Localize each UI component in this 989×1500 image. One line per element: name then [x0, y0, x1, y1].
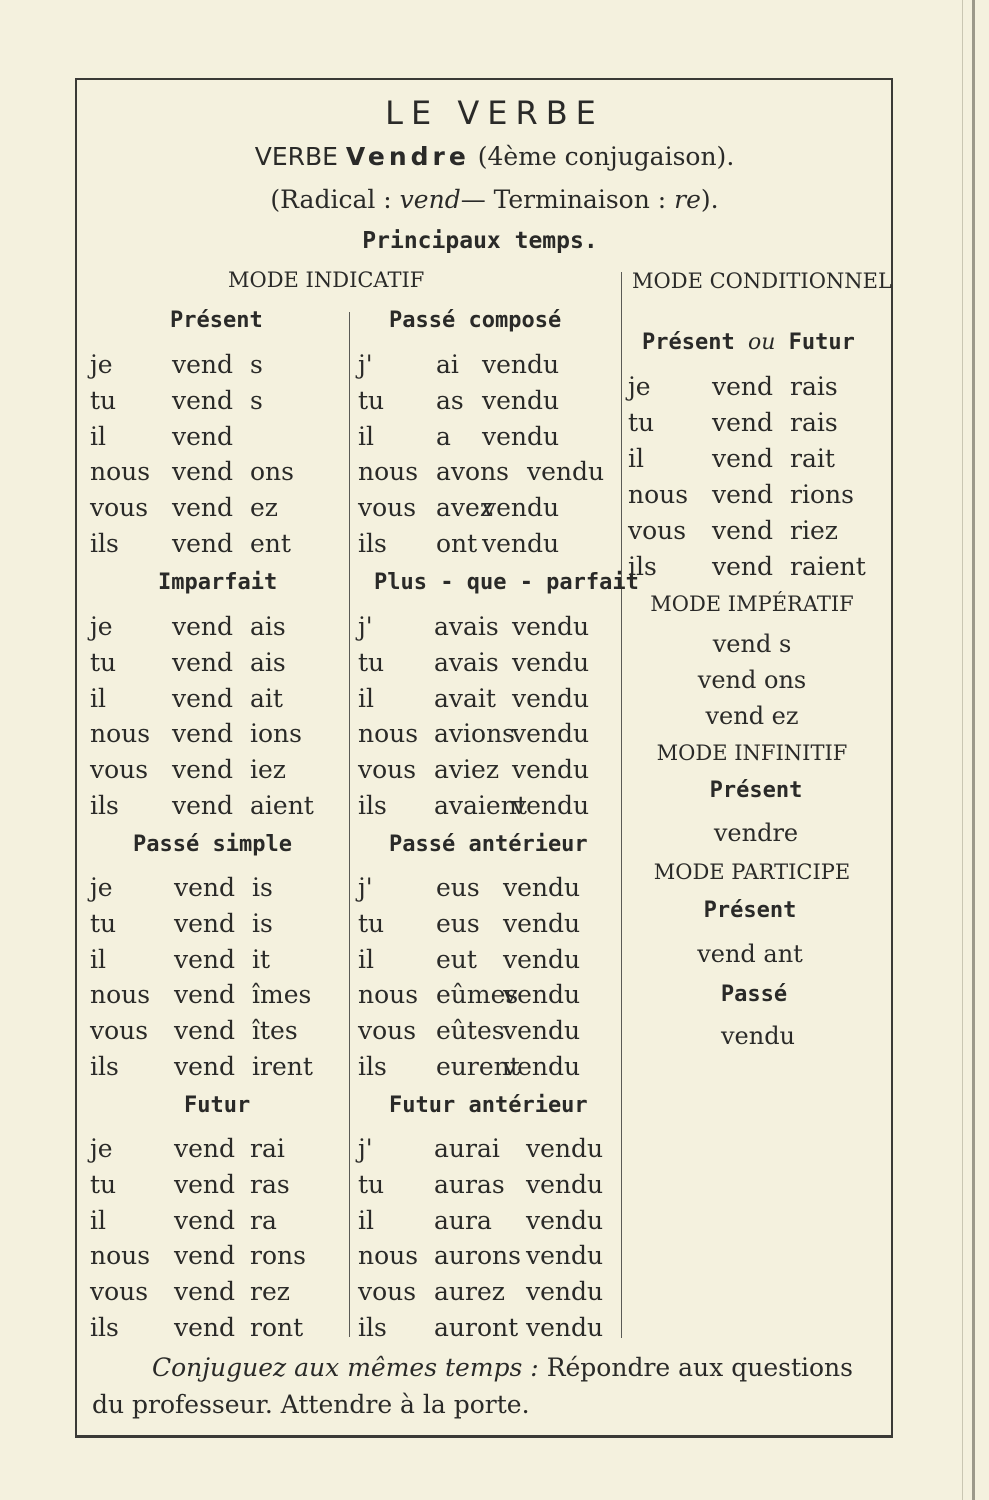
present-ending: ent — [250, 529, 291, 558]
conditionnel-stem: vend — [712, 372, 774, 401]
footer-line-1 — [152, 1353, 853, 1382]
conditionnel-pronoun: ils — [628, 552, 657, 581]
conditionnel-stem: vend — [712, 480, 774, 509]
futur-ending: rez — [250, 1277, 290, 1307]
imparfait-stem: vend — [172, 612, 234, 641]
conjugation-group: (4ème conjugaison). — [477, 142, 735, 171]
column-separator-right — [621, 272, 622, 1338]
footer-line-2: du professeur. Attendre à la porte. — [92, 1390, 530, 1419]
present-pronoun: ils — [90, 529, 119, 558]
futur-anterieur-pronoun: il — [358, 1205, 374, 1235]
imperatif-form-3: vend ez — [705, 702, 799, 730]
present-stem: vend — [172, 350, 234, 379]
passe-anterieur-pronoun: vous — [358, 1016, 417, 1046]
verb-heading — [0, 142, 989, 171]
futur-anterieur-pronoun: vous — [358, 1277, 417, 1307]
radical-close: ). — [700, 185, 719, 214]
verb-name: Vendre — [345, 142, 470, 171]
passe-compose-pronoun: nous — [358, 457, 419, 487]
present-stem: vend — [172, 529, 234, 558]
mode-imperatif-label: MODE IMPÉRATIF — [650, 592, 854, 616]
futur-anterieur-ending: vendu — [526, 1134, 604, 1163]
passe-simple-stem: vend — [174, 1016, 236, 1046]
present-stem: vend — [172, 457, 234, 487]
terminaison-value: re — [674, 185, 701, 214]
passe-compose-stem: ont — [436, 529, 478, 558]
futur-ending: ront — [250, 1313, 304, 1342]
futur-anterieur-stem: auront — [434, 1313, 519, 1342]
futur-anterieur-pronoun: j' — [358, 1134, 373, 1163]
passe-anterieur-stem: eut — [436, 944, 477, 974]
futur-anterieur-ending: vendu — [526, 1169, 604, 1199]
imperatif-form-2: vend ons — [697, 666, 807, 694]
futur-pronoun: nous — [90, 1241, 151, 1271]
plus-que-parfait-stem: avions — [434, 719, 516, 749]
passe-anterieur-stem: eûtes — [436, 1016, 505, 1046]
imparfait-pronoun: il — [90, 683, 106, 713]
imperatif-form-1: vend s — [712, 630, 792, 658]
principaux-temps-heading: Principaux temps. — [362, 228, 598, 254]
passe-anterieur-ending: vendu — [503, 980, 581, 1010]
futur-stem: vend — [174, 1277, 236, 1307]
futur-stem: vend — [174, 1205, 236, 1235]
passe-simple-pronoun: je — [90, 873, 113, 902]
mode-conditionnel-label: MODE CONDITIONNEL — [632, 269, 892, 293]
present-stem: vend — [172, 493, 234, 523]
imparfait-ending: ait — [250, 683, 283, 713]
mode-indicatif-label: MODE INDICATIF — [228, 268, 425, 292]
plus-que-parfait-pronoun: nous — [358, 719, 419, 749]
passe-compose-pronoun: il — [358, 421, 374, 451]
passe-anterieur-ending: vendu — [503, 1016, 581, 1046]
imparfait-ending: ais — [250, 612, 286, 641]
futur-pronoun: il — [90, 1205, 106, 1235]
futur-anterieur-ending: vendu — [526, 1277, 604, 1307]
futur-pronoun: vous — [90, 1277, 149, 1307]
present-pronoun: vous — [90, 493, 149, 523]
passe-anterieur-ending: vendu — [503, 944, 581, 974]
mode-participe-label: MODE PARTICIPE — [653, 860, 851, 884]
passe-simple-ending: îtes — [252, 1016, 298, 1046]
conditionnel-or: ou — [747, 330, 776, 355]
present-stem: vend — [172, 421, 234, 451]
conditionnel-futur: Futur — [788, 330, 855, 355]
futur-ending: rons — [250, 1241, 306, 1271]
present-ending: ons — [250, 457, 294, 487]
conditionnel-pronoun: nous — [628, 480, 689, 509]
plus-que-parfait-pronoun: il — [358, 683, 374, 713]
column-separator-left — [349, 312, 350, 1337]
futur-heading: Futur — [184, 1093, 251, 1118]
conditionnel-pronoun: vous — [628, 516, 687, 545]
passe-anterieur-pronoun: il — [358, 944, 374, 974]
futur-stem: vend — [174, 1134, 236, 1163]
futur-pronoun: je — [90, 1134, 113, 1163]
passe-simple-ending: is — [252, 873, 273, 902]
passe-compose-stem: a — [436, 421, 451, 451]
imparfait-stem: vend — [172, 719, 234, 749]
futur-anterieur-pronoun: tu — [358, 1169, 385, 1199]
passe-anterieur-ending: vendu — [503, 873, 581, 902]
passe-simple-ending: is — [252, 908, 273, 938]
futur-anterieur-ending: vendu — [526, 1205, 604, 1235]
passe-simple-pronoun: il — [90, 944, 106, 974]
futur-anterieur-ending: vendu — [526, 1313, 604, 1342]
page-edge — [972, 0, 975, 1500]
plus-que-parfait-ending: vendu — [512, 791, 590, 820]
passe-anterieur-ending: vendu — [503, 908, 581, 938]
passe-anterieur-heading: Passé antérieur — [389, 832, 588, 857]
present-ending: ez — [250, 493, 278, 523]
passe-simple-pronoun: vous — [90, 1016, 149, 1046]
passe-simple-pronoun: ils — [90, 1052, 119, 1081]
futur-ending: rai — [250, 1134, 285, 1163]
passe-anterieur-pronoun: nous — [358, 980, 419, 1010]
footer-text-1: Répondre aux questions — [546, 1353, 853, 1382]
present-stem: vend — [172, 385, 234, 415]
plus-que-parfait-pronoun: vous — [358, 755, 417, 785]
imparfait-ending: aient — [250, 791, 314, 820]
plus-que-parfait-stem: aviez — [434, 755, 499, 785]
present-heading: Présent — [170, 308, 263, 333]
present-pronoun: je — [90, 350, 113, 379]
passe-simple-stem: vend — [174, 980, 236, 1010]
imparfait-stem: vend — [172, 791, 234, 820]
plus-que-parfait-stem: avaient — [434, 791, 527, 820]
verbe-label: VERBE — [254, 142, 338, 171]
passe-compose-ending: vendu — [482, 421, 560, 451]
plus-que-parfait-ending: vendu — [512, 647, 590, 677]
imparfait-ending: ions — [250, 719, 302, 749]
imparfait-ending: iez — [250, 755, 286, 785]
present-pronoun: tu — [90, 385, 117, 415]
present-pronoun: il — [90, 421, 106, 451]
page-edge-shadow — [962, 0, 963, 1500]
passe-compose-heading: Passé composé — [389, 308, 562, 333]
futur-anterieur-heading: Futur antérieur — [389, 1093, 588, 1118]
passe-compose-stem: avez — [436, 493, 493, 523]
passe-compose-ending: vendu — [527, 457, 605, 487]
passe-simple-ending: irent — [252, 1052, 313, 1081]
futur-pronoun: tu — [90, 1169, 117, 1199]
passe-compose-ending: vendu — [482, 350, 560, 379]
imparfait-stem: vend — [172, 647, 234, 677]
conditionnel-ending: riez — [790, 516, 838, 545]
imparfait-ending: ais — [250, 647, 286, 677]
page-title: LE VERBE — [385, 94, 604, 132]
radical-value: vend — [399, 185, 461, 214]
terminaison-label: — Terminaison : — [460, 185, 667, 214]
passe-compose-stem: as — [436, 385, 464, 415]
conditionnel-pronoun: il — [628, 444, 644, 473]
futur-anterieur-stem: aura — [434, 1205, 492, 1235]
plus-que-parfait-heading: Plus - que - parfait — [374, 570, 639, 595]
imparfait-pronoun: ils — [90, 791, 119, 820]
futur-anterieur-stem: aurez — [434, 1277, 505, 1307]
passe-compose-pronoun: ils — [358, 529, 387, 558]
passe-anterieur-stem: eurent — [436, 1052, 520, 1081]
radical-prefix: (Radical : — [270, 185, 392, 214]
passe-compose-ending: vendu — [482, 529, 560, 558]
imparfait-stem: vend — [172, 683, 234, 713]
conditionnel-ending: rais — [790, 408, 838, 437]
imparfait-pronoun: nous — [90, 719, 151, 749]
plus-que-parfait-stem: avais — [434, 647, 499, 677]
futur-stem: vend — [174, 1241, 236, 1271]
futur-pronoun: ils — [90, 1313, 119, 1342]
passe-simple-ending: it — [252, 944, 271, 974]
present-ending: s — [250, 385, 263, 415]
futur-stem: vend — [174, 1169, 236, 1199]
futur-anterieur-stem: aurons — [434, 1241, 521, 1271]
infinitif-present-heading: Présent — [709, 778, 803, 803]
participe-present-heading: Présent — [703, 898, 797, 923]
conditionnel-ending: raient — [790, 552, 866, 581]
passe-simple-ending: îmes — [252, 980, 312, 1010]
conditionnel-ending: rions — [790, 480, 854, 509]
conditionnel-pronoun: je — [628, 372, 651, 401]
participe-present-form: vend ant — [697, 940, 803, 968]
futur-anterieur-pronoun: ils — [358, 1313, 387, 1342]
imparfait-heading: Imparfait — [158, 570, 278, 595]
conditionnel-stem: vend — [712, 444, 774, 473]
passe-simple-pronoun: tu — [90, 908, 117, 938]
plus-que-parfait-pronoun: tu — [358, 647, 385, 677]
present-ending: s — [250, 350, 263, 379]
plus-que-parfait-ending: vendu — [512, 719, 590, 749]
passe-simple-stem: vend — [174, 1052, 236, 1081]
passe-compose-pronoun: tu — [358, 385, 385, 415]
plus-que-parfait-ending: vendu — [512, 755, 590, 785]
passe-anterieur-stem: eus — [436, 873, 480, 902]
futur-ending: ras — [250, 1169, 290, 1199]
plus-que-parfait-stem: avait — [434, 683, 496, 713]
conditionnel-present: Présent — [642, 330, 735, 355]
passe-anterieur-pronoun: j' — [358, 873, 373, 902]
passe-compose-stem: ai — [436, 350, 459, 379]
passe-compose-ending: vendu — [482, 385, 560, 415]
passe-simple-stem: vend — [174, 944, 236, 974]
imparfait-pronoun: vous — [90, 755, 149, 785]
radical-line — [0, 185, 989, 214]
passe-compose-pronoun: vous — [358, 493, 417, 523]
passe-anterieur-stem: eûmes — [436, 980, 519, 1010]
plus-que-parfait-ending: vendu — [512, 612, 590, 641]
present-pronoun: nous — [90, 457, 151, 487]
participe-passe-heading: Passé — [720, 982, 788, 1007]
plus-que-parfait-stem: avais — [434, 612, 499, 641]
passe-simple-stem: vend — [174, 873, 236, 902]
futur-stem: vend — [174, 1313, 236, 1342]
futur-ending: ra — [250, 1205, 277, 1235]
futur-anterieur-stem: aurai — [434, 1134, 500, 1163]
imparfait-stem: vend — [172, 755, 234, 785]
conditionnel-ending: rais — [790, 372, 838, 401]
infinitif-form: vendre — [713, 819, 799, 847]
passe-compose-stem: avons — [436, 457, 510, 487]
conditionnel-stem: vend — [712, 516, 774, 545]
passe-anterieur-stem: eus — [436, 908, 480, 938]
passe-compose-pronoun: j' — [358, 350, 373, 379]
passe-compose-ending: vendu — [482, 493, 560, 523]
passe-simple-heading: Passé simple — [133, 832, 292, 857]
futur-anterieur-ending: vendu — [526, 1241, 604, 1271]
participe-passe-form: vendu — [720, 1022, 796, 1050]
futur-anterieur-stem: auras — [434, 1169, 505, 1199]
conditionnel-pronoun: tu — [628, 408, 655, 437]
plus-que-parfait-pronoun: j' — [358, 612, 373, 641]
conditionnel-ending: rait — [790, 444, 835, 473]
passe-anterieur-ending: vendu — [503, 1052, 581, 1081]
futur-anterieur-pronoun: nous — [358, 1241, 419, 1271]
passe-simple-pronoun: nous — [90, 980, 151, 1010]
conditionnel-stem: vend — [712, 552, 774, 581]
passe-simple-stem: vend — [174, 908, 236, 938]
imparfait-pronoun: je — [90, 612, 113, 641]
footer-instruction: Conjuguez aux mêmes temps : — [152, 1353, 539, 1382]
plus-que-parfait-pronoun: ils — [358, 791, 387, 820]
imparfait-pronoun: tu — [90, 647, 117, 677]
passe-anterieur-pronoun: ils — [358, 1052, 387, 1081]
passe-anterieur-pronoun: tu — [358, 908, 385, 938]
conditionnel-stem: vend — [712, 408, 774, 437]
mode-infinitif-label: MODE INFINITIF — [656, 741, 848, 765]
plus-que-parfait-ending: vendu — [512, 683, 590, 713]
conditionnel-heading — [642, 330, 855, 355]
